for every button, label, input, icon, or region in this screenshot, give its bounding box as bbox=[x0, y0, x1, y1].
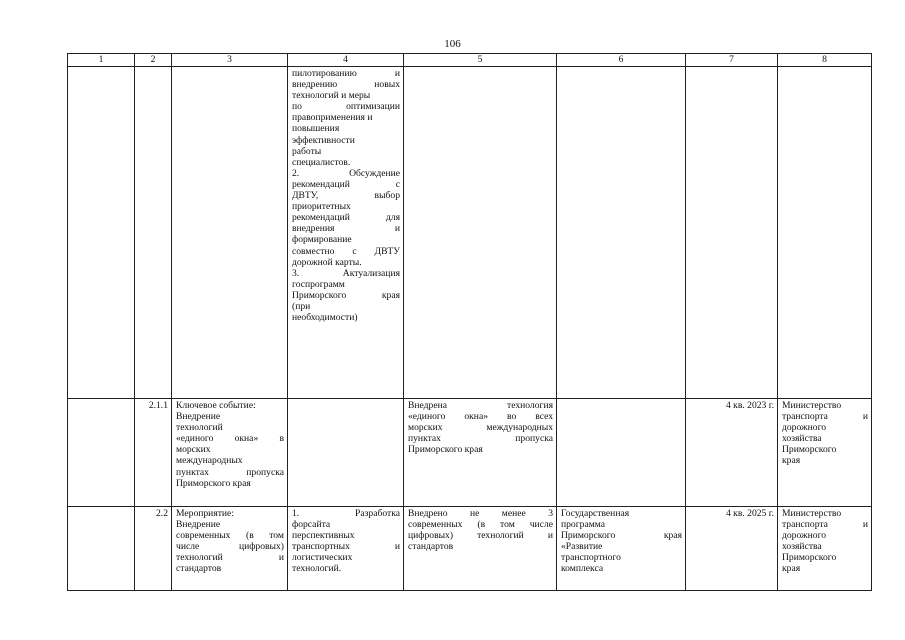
cell-text-line: числе цифровых) bbox=[176, 541, 284, 553]
cell-text-line: работы bbox=[292, 145, 322, 157]
cell-text-line: форсайта bbox=[292, 519, 331, 531]
cell-text-line: перспективных bbox=[292, 530, 355, 542]
cell-text-line: технологий и bbox=[176, 552, 284, 564]
cell-text-line: транспортных и bbox=[292, 541, 400, 553]
cell-text-line: повышения bbox=[292, 123, 340, 135]
cell-text-line: дорожного bbox=[782, 530, 827, 542]
table-row bbox=[68, 399, 872, 507]
plan-table bbox=[67, 53, 872, 591]
cell-text-line: специалистов. bbox=[292, 156, 351, 168]
cell-text-line: Ключевое событие: bbox=[176, 400, 256, 411]
table-cell-col-1 bbox=[68, 399, 135, 507]
cell-text-line: приоритетных bbox=[292, 201, 351, 213]
cell-text: 4 кв. 2023 г. bbox=[725, 400, 774, 411]
column-header-3: 3 bbox=[172, 54, 288, 67]
cell-text-line: правоприменения и bbox=[292, 112, 373, 124]
cell-text-line: морских международных bbox=[408, 422, 553, 434]
cell-text-line: Приморского края bbox=[561, 530, 682, 542]
cell-text-line: хозяйства bbox=[782, 541, 822, 553]
cell-text-line: внедрения и bbox=[292, 223, 400, 235]
cell-text-line: дорожного bbox=[782, 422, 827, 434]
cell-text-line: ДВТУ, выбор bbox=[292, 190, 400, 202]
cell-text-line: 3. Актуализация bbox=[292, 267, 400, 279]
table-cell-col-2 bbox=[135, 507, 172, 591]
cell-text-line: госпрограмм bbox=[292, 278, 345, 290]
table-cell-col-3 bbox=[172, 399, 288, 507]
cell-text-line: совместно с ДВТУ bbox=[292, 245, 400, 257]
cell-text-line: 2. Обсуждение bbox=[292, 167, 400, 179]
cell-text-line: Государственная bbox=[561, 508, 630, 519]
cell-text-line: рекомендаций для bbox=[292, 212, 400, 224]
table-cell-col-3 bbox=[172, 507, 288, 591]
cell-text-line: Внедрение bbox=[176, 411, 221, 423]
cell-text-line: 1. Разработка bbox=[292, 508, 400, 519]
cell-text-line: пилотированию и bbox=[292, 68, 400, 79]
column-header-8: 8 bbox=[778, 54, 872, 67]
table-cell-col-4 bbox=[288, 399, 404, 507]
cell-text-line: транспортного bbox=[561, 552, 621, 564]
table-cell-col-1 bbox=[68, 67, 135, 399]
table-cell-col-6 bbox=[557, 507, 686, 591]
table-cell-col-6 bbox=[557, 67, 686, 399]
cell-text-line: международных bbox=[176, 455, 243, 467]
page-number: 106 bbox=[444, 38, 461, 50]
cell-text-line: комплекса bbox=[561, 563, 604, 575]
table-cell-col-5 bbox=[404, 67, 557, 399]
cell-text-line: технологий bbox=[176, 422, 223, 434]
column-number-row bbox=[68, 54, 872, 67]
cell-text-line: Приморского края bbox=[408, 444, 483, 456]
cell-text-line: программа bbox=[561, 519, 606, 531]
cell-text-line: пунктах пропуска bbox=[176, 466, 284, 478]
cell-text-line: технологий. bbox=[292, 563, 342, 575]
table-cell-col-7 bbox=[686, 67, 778, 399]
cell-text-line: логистических bbox=[292, 552, 353, 564]
cell-text-line: дорожной карты. bbox=[292, 256, 362, 268]
column-header-4: 4 bbox=[288, 54, 404, 67]
cell-text-line: стандартов bbox=[176, 563, 222, 575]
cell-text-line: края bbox=[782, 455, 801, 467]
cell-text-line: необходимости) bbox=[292, 312, 358, 324]
table-cell-col-4 bbox=[288, 507, 404, 591]
table-cell-col-7 bbox=[686, 399, 778, 507]
cell-text-line: края bbox=[782, 563, 801, 575]
cell-text-line: хозяйства bbox=[782, 433, 822, 445]
cell-text-line: Внедрено не менее 3 bbox=[408, 508, 553, 519]
cell-text-line: технологий и меры bbox=[292, 90, 371, 102]
cell-text-line: рекомендаций с bbox=[292, 178, 400, 190]
table-cell-col-6 bbox=[557, 399, 686, 507]
cell-text-line: по оптимизации bbox=[292, 101, 400, 113]
cell-text-line: Приморского bbox=[782, 444, 837, 456]
cell-text-line: цифровых) технологий и bbox=[408, 530, 553, 542]
table-row bbox=[68, 507, 872, 591]
table-cell-col-7 bbox=[686, 507, 778, 591]
cell-text-line: «единого окна» во всех bbox=[408, 411, 553, 423]
column-header-2: 2 bbox=[135, 54, 172, 67]
cell-text-line: эффективности bbox=[292, 134, 355, 146]
table-cell-col-4 bbox=[288, 67, 404, 399]
table-cell-col-8 bbox=[778, 399, 872, 507]
cell-text-line: Министерство bbox=[782, 400, 842, 411]
cell-text-line: транспорта и bbox=[782, 519, 868, 531]
table-cell-col-1 bbox=[68, 507, 135, 591]
cell-text-line: Мероприятие: bbox=[176, 508, 234, 519]
table-cell-col-2 bbox=[135, 399, 172, 507]
cell-text-line: формирование bbox=[292, 234, 352, 246]
cell-text-line: Внедрена технология bbox=[408, 400, 553, 411]
cell-text-line: «единого окна» в bbox=[176, 433, 284, 445]
cell-text-line: современных (в том числе bbox=[408, 519, 553, 531]
cell-text-line: Приморского края bbox=[176, 477, 251, 489]
table-cell-col-3 bbox=[172, 67, 288, 399]
cell-text-line: Приморского края bbox=[292, 289, 400, 301]
column-header-6: 6 bbox=[557, 54, 686, 67]
column-header-5: 5 bbox=[404, 54, 557, 67]
cell-text: 2.2 bbox=[156, 508, 168, 519]
column-header-1: 1 bbox=[68, 54, 135, 67]
column-header-7: 7 bbox=[686, 54, 778, 67]
cell-text: 4 кв. 2025 г. bbox=[725, 508, 774, 519]
table-cell-col-5 bbox=[404, 507, 557, 591]
cell-text-line: пунктах пропуска bbox=[408, 433, 553, 445]
cell-text-line: стандартов bbox=[408, 541, 454, 553]
cell-text-line: современных (в том bbox=[176, 530, 284, 542]
table-cell-col-5 bbox=[404, 399, 557, 507]
table-cell-col-8 bbox=[778, 507, 872, 591]
cell-text-line: Внедрение bbox=[176, 519, 221, 531]
cell-text: 2.1.1 bbox=[148, 400, 168, 411]
cell-text-line: Министерство bbox=[782, 508, 842, 519]
cell-text-line: (при bbox=[292, 300, 311, 312]
cell-text-line: Приморского bbox=[782, 552, 837, 564]
table-cell-col-8 bbox=[778, 67, 872, 399]
cell-text-line: внедрению новых bbox=[292, 79, 400, 91]
table-row bbox=[68, 67, 872, 399]
cell-text-line: транспорта и bbox=[782, 411, 868, 423]
table-cell-col-2 bbox=[135, 67, 172, 399]
cell-text-line: «Развитие bbox=[561, 541, 603, 553]
cell-text-line: морских bbox=[176, 444, 211, 456]
